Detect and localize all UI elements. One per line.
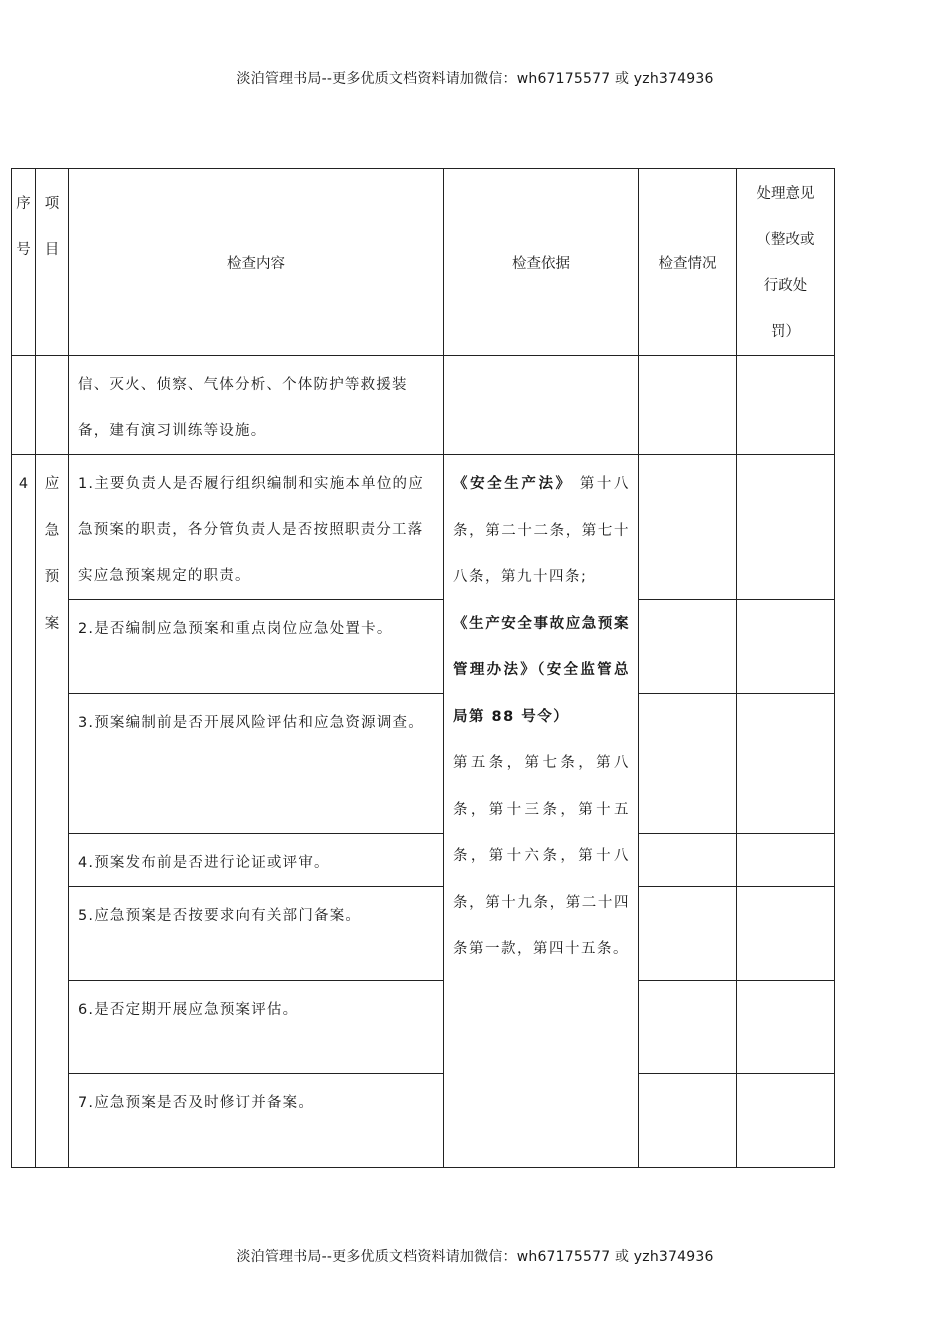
col-header-content: 检查内容 <box>69 169 444 356</box>
opinion-cell <box>737 356 835 455</box>
seq-cell: 4 <box>12 455 36 1168</box>
law-title-1: 《安全生产法》 <box>453 476 573 492</box>
table-row <box>12 694 835 834</box>
status-cell <box>639 887 737 981</box>
status-cell <box>639 981 737 1074</box>
table-row <box>12 356 835 455</box>
opinion-cell <box>737 981 835 1074</box>
content-cell: 2.是否编制应急预案和重点岗位应急处置卡。 <box>69 600 444 694</box>
opinion-cell <box>737 455 835 600</box>
inspection-table <box>11 168 835 1168</box>
item-cell: 应 急 预 案 <box>36 455 69 1168</box>
page-footer: 淡泊管理书局--更多优质文档资料请加微信：wh67175577 或 yzh374936 <box>236 1249 714 1265</box>
opinion-cell <box>737 887 835 981</box>
page-header: 淡泊管理书局--更多优质文档资料请加微信：wh67175577 或 yzh374936 <box>236 71 714 87</box>
content-cell: 1.主要负责人是否履行组织编制和实施本单位的应急预案的职责，各分管负责人是否按照职责分工落实应急预案规定的职责。 <box>69 455 444 600</box>
opinion-cell <box>737 694 835 834</box>
law-articles-2: 第五条，第七条，第八条，第十三条，第十五条，第十六条，第十八条，第十九条，第二十四条第一款，第四十五条。 <box>453 755 630 957</box>
table-row <box>12 455 835 600</box>
status-cell <box>639 1074 737 1168</box>
status-cell <box>639 834 737 887</box>
content-cell: 7.应急预案是否及时修订并备案。 <box>69 1074 444 1168</box>
status-cell <box>639 600 737 694</box>
content-cell: 信、灭火、侦察、气体分析、个体防护等救援装备，建有演习训练等设施。 <box>69 356 444 455</box>
law-title-2: 《生产安全事故应急预案管理办法》（安全监管总局第 88 号令） <box>453 615 630 725</box>
col-header-status: 检查情况 <box>639 169 737 356</box>
basis-cell <box>444 455 639 1168</box>
table-row <box>12 834 835 887</box>
table-row <box>12 600 835 694</box>
table-row <box>12 1074 835 1168</box>
table-row <box>12 887 835 981</box>
law-articles-1: 第十八条，第二十二条，第七十八条，第九十四条; <box>453 476 631 585</box>
content-cell: 3.预案编制前是否开展风险评估和应急资源调查。 <box>69 694 444 834</box>
col-header-seq: 序 号 <box>12 169 36 356</box>
seq-cell <box>12 356 36 455</box>
item-cell <box>36 356 69 455</box>
opinion-cell <box>737 600 835 694</box>
opinion-cell <box>737 1074 835 1168</box>
content-cell: 4.预案发布前是否进行论证或评审。 <box>69 834 444 887</box>
col-header-basis: 检查依据 <box>444 169 639 356</box>
col-header-item: 项 目 <box>36 169 69 356</box>
content-cell: 5.应急预案是否按要求向有关部门备案。 <box>69 887 444 981</box>
status-cell <box>639 356 737 455</box>
opinion-cell <box>737 834 835 887</box>
table-row <box>12 981 835 1074</box>
status-cell <box>639 694 737 834</box>
basis-cell <box>444 356 639 455</box>
status-cell <box>639 455 737 600</box>
content-cell: 6.是否定期开展应急预案评估。 <box>69 981 444 1074</box>
table-header-row <box>12 169 835 356</box>
col-header-opinion: 处理意见 （整改或 行政处 罚） <box>737 169 835 356</box>
